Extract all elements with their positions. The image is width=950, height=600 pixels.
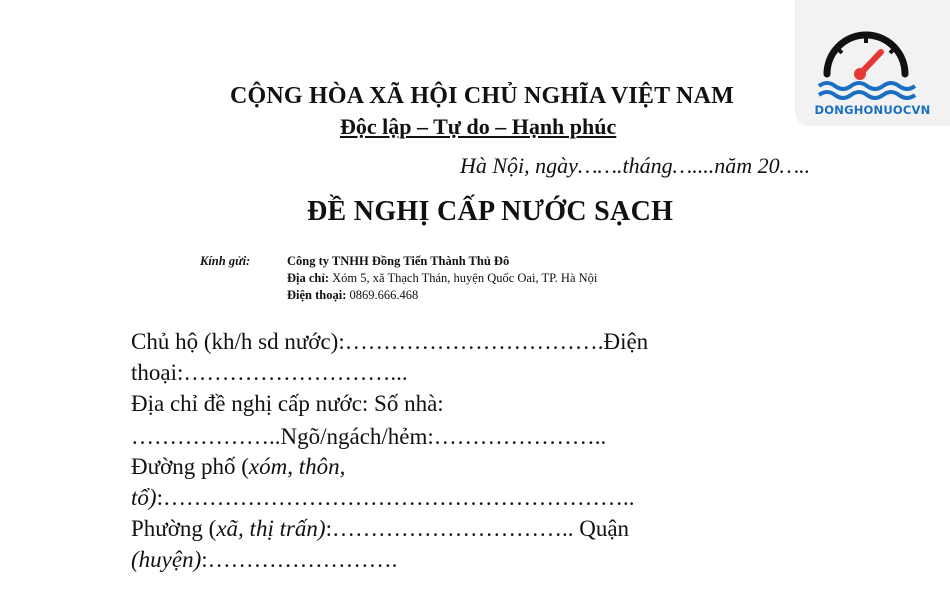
- owner-field: Chủ hộ (kh/h sd nước):…………………………….Điện: [131, 329, 649, 354]
- district-label-italic: (huyện): [131, 547, 202, 572]
- street-field: [131, 454, 345, 480]
- ward-dots: :………………………….. Quận: [325, 516, 630, 541]
- national-motto: Độc lập – Tự do – Hạnh phúc: [340, 114, 617, 139]
- brand-logo: [795, 0, 950, 126]
- group-field: [131, 485, 634, 511]
- recipient-address: [287, 271, 597, 286]
- recipient-address-value: Xóm 5, xã Thạch Thán, huyện Quốc Oai, TP. Hà Nội: [329, 271, 598, 285]
- street-label: Đường phố (: [131, 454, 249, 479]
- address-field: Địa chỉ đề nghị cấp nước: Số nhà:: [131, 391, 444, 416]
- recipient-phone-label: Điện thoại:: [287, 288, 347, 302]
- recipient-label: Kính gửi:: [200, 254, 251, 268]
- district-field: [131, 547, 397, 573]
- district-dots: :…………………….: [201, 547, 398, 572]
- recipient-phone: [287, 288, 418, 303]
- owner-phone-field: thoại:………………………...: [131, 360, 408, 385]
- street-label-italic: xóm, thôn,: [248, 454, 346, 479]
- ward-label-italic: xã, thị trấn): [216, 516, 326, 541]
- water-meter-gauge-icon: [817, 26, 917, 106]
- alley-field: ………………..Ngõ/ngách/hẻm:…………………..: [131, 424, 607, 449]
- ward-field: [131, 516, 629, 542]
- document-title: ĐỀ NGHỊ CẤP NƯỚC SẠCH: [307, 196, 674, 227]
- recipient-company: Công ty TNHH Đồng Tiến Thành Thủ Đô: [287, 254, 510, 268]
- date-line: Hà Nội, ngày…….tháng…....năm 20…..: [460, 153, 811, 178]
- ward-label: Phường (: [131, 516, 217, 541]
- brand-name: DONGHONUOCVN: [814, 103, 931, 117]
- recipient-address-label: Địa chỉ:: [287, 271, 330, 285]
- national-title: CỘNG HÒA XÃ HỘI CHỦ NGHĨA VIỆT NAM: [230, 83, 734, 109]
- group-label-italic: tổ): [131, 485, 157, 510]
- group-dots: :……………………………………………………..: [156, 485, 635, 510]
- recipient-phone-value: 0869.666.468: [346, 288, 419, 302]
